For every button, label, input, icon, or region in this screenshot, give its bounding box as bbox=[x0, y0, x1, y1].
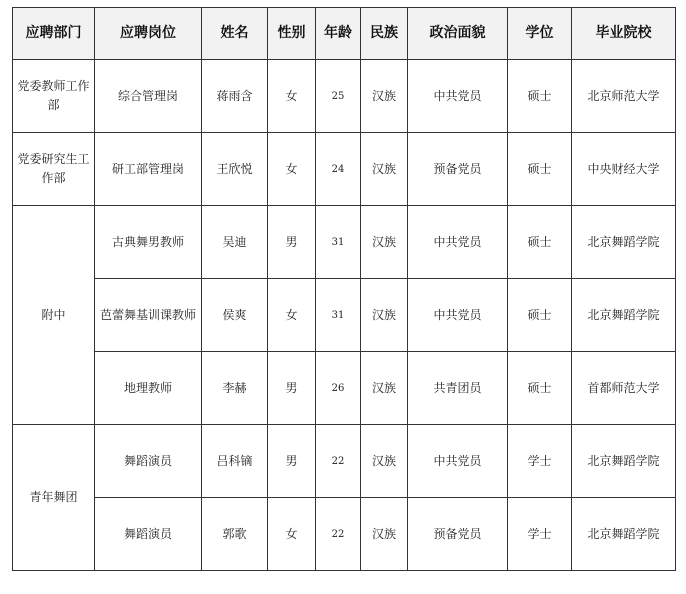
position-cell: 舞蹈演员 bbox=[95, 498, 202, 571]
degree-cell: 硕士 bbox=[508, 133, 572, 206]
school-cell: 北京舞蹈学院 bbox=[572, 425, 676, 498]
school-cell: 北京舞蹈学院 bbox=[572, 206, 676, 279]
name-cell: 侯爽 bbox=[202, 279, 268, 352]
political-status-cell: 中共党员 bbox=[408, 425, 508, 498]
gender-cell: 男 bbox=[268, 206, 316, 279]
degree-cell: 硕士 bbox=[508, 352, 572, 425]
degree-cell: 硕士 bbox=[508, 279, 572, 352]
table-row bbox=[13, 352, 676, 425]
department-cell: 党委研究生工作部 bbox=[13, 133, 95, 206]
header-political-status: 政治面貌 bbox=[408, 8, 508, 60]
degree-cell: 硕士 bbox=[508, 206, 572, 279]
position-cell: 古典舞男教师 bbox=[95, 206, 202, 279]
political-status-cell: 中共党员 bbox=[408, 279, 508, 352]
recruitment-table-container bbox=[12, 7, 676, 571]
header-department: 应聘部门 bbox=[13, 8, 95, 60]
ethnicity-cell: 汉族 bbox=[361, 352, 408, 425]
name-cell: 蒋雨含 bbox=[202, 60, 268, 133]
age-cell: 31 bbox=[316, 206, 361, 279]
header-name: 姓名 bbox=[202, 8, 268, 60]
header-degree: 学位 bbox=[508, 8, 572, 60]
age-cell: 26 bbox=[316, 352, 361, 425]
table-row bbox=[13, 425, 676, 498]
ethnicity-cell: 汉族 bbox=[361, 206, 408, 279]
department-cell: 青年舞团 bbox=[13, 425, 95, 571]
political-status-cell: 共青团员 bbox=[408, 352, 508, 425]
name-cell: 吕科镝 bbox=[202, 425, 268, 498]
table-row bbox=[13, 133, 676, 206]
table-row bbox=[13, 206, 676, 279]
position-cell: 芭蕾舞基训课教师 bbox=[95, 279, 202, 352]
degree-cell: 学士 bbox=[508, 425, 572, 498]
header-row bbox=[13, 8, 676, 60]
name-cell: 李赫 bbox=[202, 352, 268, 425]
political-status-cell: 中共党员 bbox=[408, 60, 508, 133]
gender-cell: 女 bbox=[268, 498, 316, 571]
age-cell: 24 bbox=[316, 133, 361, 206]
school-cell: 北京师范大学 bbox=[572, 60, 676, 133]
gender-cell: 女 bbox=[268, 279, 316, 352]
table-row bbox=[13, 279, 676, 352]
age-cell: 31 bbox=[316, 279, 361, 352]
gender-cell: 女 bbox=[268, 60, 316, 133]
name-cell: 吴迪 bbox=[202, 206, 268, 279]
ethnicity-cell: 汉族 bbox=[361, 133, 408, 206]
ethnicity-cell: 汉族 bbox=[361, 425, 408, 498]
position-cell: 地理教师 bbox=[95, 352, 202, 425]
political-status-cell: 中共党员 bbox=[408, 206, 508, 279]
header-age: 年龄 bbox=[316, 8, 361, 60]
name-cell: 郭歌 bbox=[202, 498, 268, 571]
department-cell: 党委教师工作部 bbox=[13, 60, 95, 133]
gender-cell: 男 bbox=[268, 352, 316, 425]
school-cell: 北京舞蹈学院 bbox=[572, 498, 676, 571]
header-ethnicity: 民族 bbox=[361, 8, 408, 60]
age-cell: 22 bbox=[316, 425, 361, 498]
political-status-cell: 预备党员 bbox=[408, 133, 508, 206]
gender-cell: 女 bbox=[268, 133, 316, 206]
header-school: 毕业院校 bbox=[572, 8, 676, 60]
header-position: 应聘岗位 bbox=[95, 8, 202, 60]
political-status-cell: 预备党员 bbox=[408, 498, 508, 571]
header-gender: 性别 bbox=[268, 8, 316, 60]
position-cell: 综合管理岗 bbox=[95, 60, 202, 133]
age-cell: 25 bbox=[316, 60, 361, 133]
degree-cell: 硕士 bbox=[508, 60, 572, 133]
gender-cell: 男 bbox=[268, 425, 316, 498]
degree-cell: 学士 bbox=[508, 498, 572, 571]
school-cell: 首都师范大学 bbox=[572, 352, 676, 425]
department-cell: 附中 bbox=[13, 206, 95, 425]
table-row bbox=[13, 60, 676, 133]
table-row bbox=[13, 498, 676, 571]
recruitment-table bbox=[12, 7, 676, 571]
name-cell: 王欣悦 bbox=[202, 133, 268, 206]
position-cell: 舞蹈演员 bbox=[95, 425, 202, 498]
school-cell: 中央财经大学 bbox=[572, 133, 676, 206]
ethnicity-cell: 汉族 bbox=[361, 60, 408, 133]
position-cell: 研工部管理岗 bbox=[95, 133, 202, 206]
school-cell: 北京舞蹈学院 bbox=[572, 279, 676, 352]
ethnicity-cell: 汉族 bbox=[361, 279, 408, 352]
age-cell: 22 bbox=[316, 498, 361, 571]
ethnicity-cell: 汉族 bbox=[361, 498, 408, 571]
